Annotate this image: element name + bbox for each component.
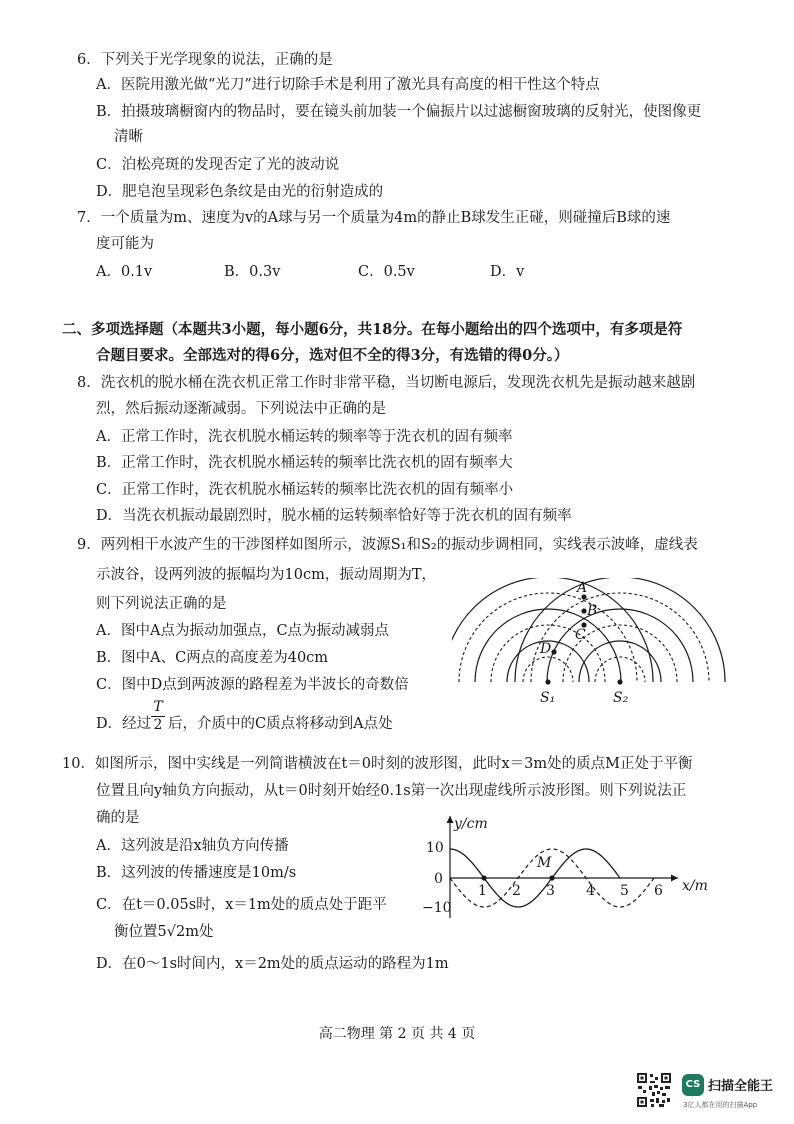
label-a: A bbox=[577, 580, 588, 596]
q9-stem-cont: 示波谷，设两列波的振幅均为10cm，振动周期为T， bbox=[96, 567, 436, 583]
q9-option-c: C．图中D点到两波源的路程差为半波长的奇数倍 bbox=[96, 677, 409, 693]
q9-option-d-prefix: D．经过 bbox=[96, 716, 152, 732]
q7-option-d: D．v bbox=[490, 264, 525, 280]
x-tick-3: 3 bbox=[546, 883, 555, 899]
q9-fraction-denominator: 2 bbox=[153, 717, 163, 733]
source-s1 bbox=[545, 679, 550, 684]
q9-fraction bbox=[151, 699, 165, 734]
y-tick-10: 10 bbox=[426, 840, 444, 856]
q10-stem: 10．如图所示，图中实线是一列简谐横波在t＝0时刻的波形图，此时x＝3m处的质点M正处于平衡 bbox=[62, 756, 693, 772]
y-tick-neg10: −10 bbox=[422, 900, 452, 916]
source-s2 bbox=[617, 679, 622, 684]
label-m: M bbox=[537, 855, 552, 871]
qr-code-icon bbox=[636, 1072, 672, 1108]
interference-figure bbox=[452, 578, 734, 710]
x-tick-2: 2 bbox=[512, 883, 521, 899]
section2-heading-cont: 合题目要求。全部选对的得6分，选对但不全的得3分，有选错的得0分。） bbox=[96, 347, 569, 364]
q9-option-a: A．图中A点为振动加强点，C点为振动减弱点 bbox=[96, 623, 390, 639]
q6-option-b-cont: 清晰 bbox=[114, 129, 143, 145]
y-axis-label: y/cm bbox=[454, 816, 488, 832]
q10-option-c: C．在t＝0.05s时，x＝1m处的质点处于距平 bbox=[96, 897, 387, 913]
q9-stem: 9．两列相干水波产生的干涉图样如图所示，波源S₁和S₂的振动步调相同，实线表示波峰，虚线表 bbox=[77, 537, 698, 553]
point-d bbox=[551, 649, 556, 654]
label-d: D bbox=[540, 641, 552, 657]
camscanner-name: 扫描全能王 bbox=[708, 1079, 774, 1094]
q6-option-d: D．肥皂泡呈现彩色条纹是由光的衍射造成的 bbox=[96, 184, 384, 200]
q8-option-c: C．正常工作时，洗衣机脱水桶运转的频率比洗衣机的固有频率小 bbox=[96, 482, 514, 498]
point-x1 bbox=[481, 875, 486, 880]
q6-stem: 6．下列关于光学现象的说法，正确的是 bbox=[77, 52, 333, 68]
label-s2: S₂ bbox=[613, 690, 629, 706]
q10-stem-cont: 位置且向y轴负方向振动，从t＝0时刻开始经0.1s第一次出现虚线所示波形图。则下列说法正 bbox=[96, 783, 687, 799]
x-tick-1: 1 bbox=[478, 883, 487, 899]
q8-option-b: B．正常工作时，洗衣机脱水桶运转的频率比洗衣机的固有频率大 bbox=[96, 455, 513, 471]
x-tick-6: 6 bbox=[654, 883, 663, 899]
q10-option-b: B．这列波的传播速度是10m/s bbox=[96, 865, 297, 881]
label-b: B bbox=[587, 603, 598, 619]
q7-options bbox=[96, 262, 556, 282]
point-m bbox=[549, 875, 554, 880]
q7-option-a: A．0.1v bbox=[96, 264, 153, 280]
wave-crest-s2-r1 bbox=[579, 641, 661, 682]
camscanner-logo-icon: CS bbox=[682, 1074, 704, 1096]
section2-heading: 二、多项选择题（本题共3小题，每小题6分，共18分。在每小题给出的四个选项中，有多项是符 bbox=[62, 321, 683, 338]
q9-option-b: B．图中A、C两点的高度差为40cm bbox=[96, 650, 329, 666]
q7-option-b: B．0.3v bbox=[224, 264, 281, 280]
q7-option-c: C．0.5v bbox=[358, 264, 415, 280]
q6-option-c: C．泊松亮斑的发现否定了光的波动说 bbox=[96, 157, 340, 173]
y-tick-0: 0 bbox=[434, 871, 443, 887]
q10-option-c-cont: 衡位置5√2m处 bbox=[114, 924, 214, 940]
label-c: C bbox=[575, 627, 586, 643]
q8-stem: 8．洗衣机的脱水桶在洗衣机正常工作时非常平稳，当切断电源后，发现洗衣机先是振动越来越剧 bbox=[77, 375, 696, 391]
q7-stem-cont: 度可能为 bbox=[96, 236, 154, 252]
q10-stem-cont2: 确的是 bbox=[96, 810, 140, 826]
q10-option-a: A．这列波是沿x轴负方向传播 bbox=[96, 838, 289, 854]
wave-graph bbox=[414, 808, 714, 928]
camscanner-tagline: 3亿人都在用的扫描App bbox=[683, 1101, 758, 1109]
page-footer: 高二物理 第 2 页 共 4 页 bbox=[318, 1026, 476, 1042]
q10-option-d: D．在0～1s时间内，x＝2m处的质点运动的路程为1m bbox=[96, 956, 449, 972]
q8-option-d: D．当洗衣机振动最剧烈时，脱水桶的运转频率恰好等于洗衣机的固有频率 bbox=[96, 508, 572, 524]
q8-option-a: A．正常工作时，洗衣机脱水桶运转的频率等于洗衣机的固有频率 bbox=[96, 429, 513, 445]
label-s1: S₁ bbox=[540, 690, 556, 706]
q6-option-a: A．医院用激光做“光刀”进行切除手术是利用了激光具有高度的相干性这个特点 bbox=[96, 77, 600, 93]
q8-stem-cont: 烈，然后振动逐渐减弱。下列说法中正确的是 bbox=[96, 401, 386, 417]
q9-option-d-suffix: 后，介质中的C质点将移动到A点处 bbox=[168, 716, 393, 732]
x-axis-label: x/m bbox=[682, 878, 708, 894]
q9-stem-cont2: 则下列说法正确的是 bbox=[96, 596, 227, 612]
x-tick-5: 5 bbox=[620, 883, 629, 899]
x-tick-4: 4 bbox=[586, 883, 595, 899]
q7-stem: 7．一个质量为m、速度为v的A球与另一个质量为4m的静止B球发生正碰，则碰撞后B球的速 bbox=[77, 210, 671, 226]
point-b bbox=[581, 608, 586, 613]
q9-fraction-numerator: T bbox=[153, 699, 163, 715]
q6-option-b: B．拍摄玻璃橱窗内的物品时，要在镜头前加装一个偏振片以过滤橱窗玻璃的反射光，使图像更 bbox=[96, 104, 702, 120]
